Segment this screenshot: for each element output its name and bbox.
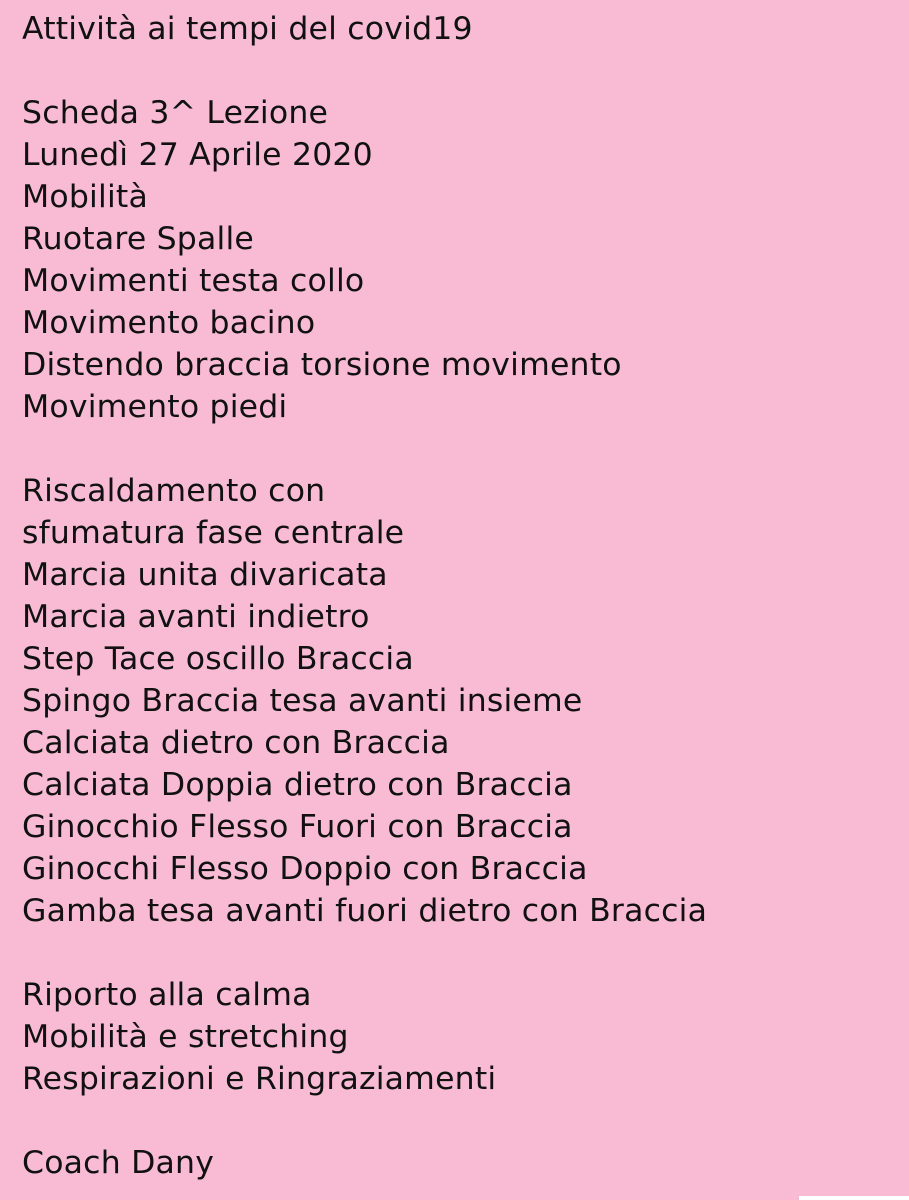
note-title: Attività ai tempi del covid19 xyxy=(22,11,473,47)
blank-line xyxy=(22,50,899,92)
warmup-item: Step Tace oscillo Braccia xyxy=(22,641,414,677)
warmup-item: Calciata dietro con Braccia xyxy=(22,725,450,761)
blank-line xyxy=(22,428,899,470)
warmup-item: Ginocchio Flesso Fuori con Braccia xyxy=(22,809,573,845)
mobility-item: Distendo braccia torsione movimento xyxy=(22,347,622,383)
lesson-label: Scheda 3^ Lezione xyxy=(22,95,329,131)
warmup-heading-cont: sfumatura fase centrale xyxy=(22,515,405,551)
note-body xyxy=(22,8,899,1184)
warmup-item: Gamba tesa avanti fuori dietro con Braccia xyxy=(22,893,708,929)
warmup-heading: Riscaldamento con xyxy=(22,473,326,509)
mobility-item: Movimento piedi xyxy=(22,389,288,425)
blank-line xyxy=(22,932,899,974)
signature: Coach Dany xyxy=(22,1145,215,1181)
warmup-item: Spingo Braccia tesa avanti insieme xyxy=(22,683,583,719)
warmup-item: Marcia avanti indietro xyxy=(22,599,370,635)
warmup-item: Calciata Doppia dietro con Braccia xyxy=(22,767,573,803)
lesson-date: Lunedì 27 Aprile 2020 xyxy=(22,137,373,173)
warmup-item: Marcia unita divaricata xyxy=(22,557,388,593)
cooldown-item: Mobilità e stretching xyxy=(22,1019,349,1055)
warmup-item: Ginocchi Flesso Doppio con Braccia xyxy=(22,851,588,887)
cooldown-heading: Riporto alla calma xyxy=(22,977,312,1013)
mobility-item: Movimenti testa collo xyxy=(22,263,365,299)
mobility-item: Movimento bacino xyxy=(22,305,316,341)
blank-line xyxy=(22,1100,899,1142)
cooldown-item: Respirazioni e Ringraziamenti xyxy=(22,1061,497,1097)
scroll-edge xyxy=(799,1196,909,1200)
mobility-heading: Mobilità xyxy=(22,179,148,215)
mobility-item: Ruotare Spalle xyxy=(22,221,254,257)
